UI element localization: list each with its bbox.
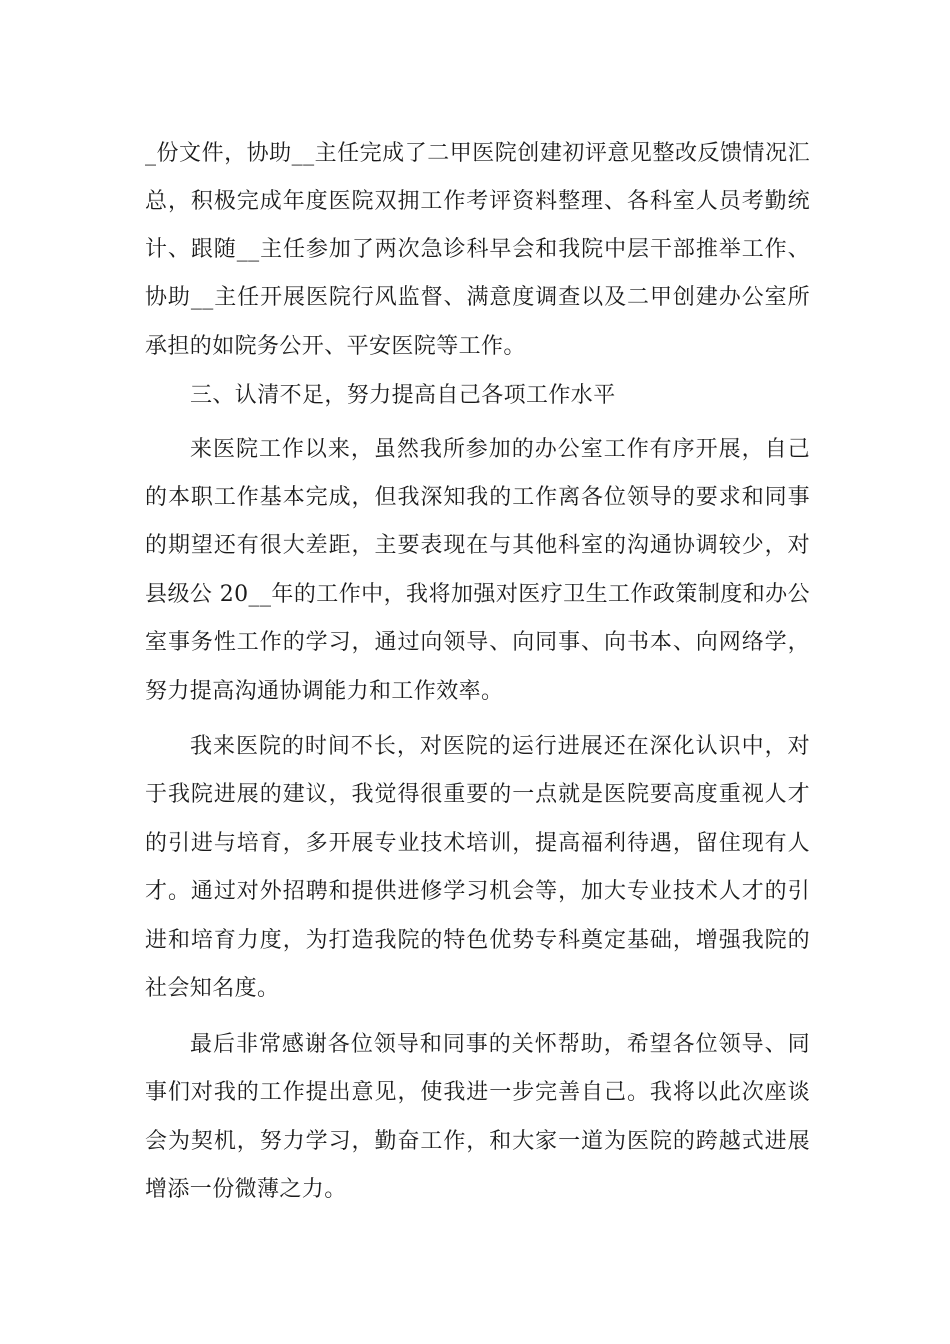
text-line: 室事务性工作的学习，通过向领导、向同事、向书本、向网络学， [145,630,810,655]
text-line: 协助__主任开展医院行风监督、满意度调查以及二甲创建办公室所 [145,285,810,310]
text-line: 的本职工作基本完成，但我深知我的工作离各位领导的要求和同事 [145,485,810,510]
text-line: 我来医院的时间不长，对医院的运行进展还在深化认识中，对 [190,734,810,759]
text-line: 事们对我的工作提出意见，使我进一步完善自己。我将以此次座谈 [145,1080,810,1105]
text-line: 的引进与培育，多开展专业技术培训，提高福利待遇，留住现有人 [145,831,810,856]
text-line: 会为契机，努力学习，勤奋工作，和大家一道为医院的跨越式进展 [145,1129,810,1154]
text-line: 进和培育力度，为打造我院的特色优势专科奠定基础，增强我院的 [145,928,810,953]
text-line: 增添一份微薄之力。 [145,1177,347,1202]
text-line: 努力提高沟通协调能力和工作效率。 [145,679,504,704]
text-line: 县级公 20__年的工作中，我将加强对医疗卫生工作政策制度和办公 [145,582,810,607]
text-line: 社会知名度。 [145,976,280,1001]
text-line: 计、跟随__主任参加了两次急诊科早会和我院中层干部推举工作、 [145,237,810,262]
text-line: 才。通过对外招聘和提供进修学习机会等，加大专业技术人才的引 [145,879,810,904]
text-line: 来医院工作以来，虽然我所参加的办公室工作有序开展，自己 [190,437,810,462]
text-line: 承担的如院务公开、平安医院等工作。 [145,334,526,359]
text-line: 的期望还有很大差距，主要表现在与其他科室的沟通协调较少，对 [145,533,810,558]
section-heading-text: 三、认清不足，努力提高自己各项工作水平 [190,383,616,408]
text-line: _份文件，协助__主任完成了二甲医院创建初评意见整改反馈情况汇 [145,141,810,166]
text-line: 总，积极完成年度医院双拥工作考评资料整理、各科室人员考勤统 [145,189,810,214]
text-line: 最后非常感谢各位领导和同事的关怀帮助，希望各位领导、同 [190,1032,810,1057]
text-line: 于我院进展的建议，我觉得很重要的一点就是医院要高度重视人才 [145,782,810,807]
